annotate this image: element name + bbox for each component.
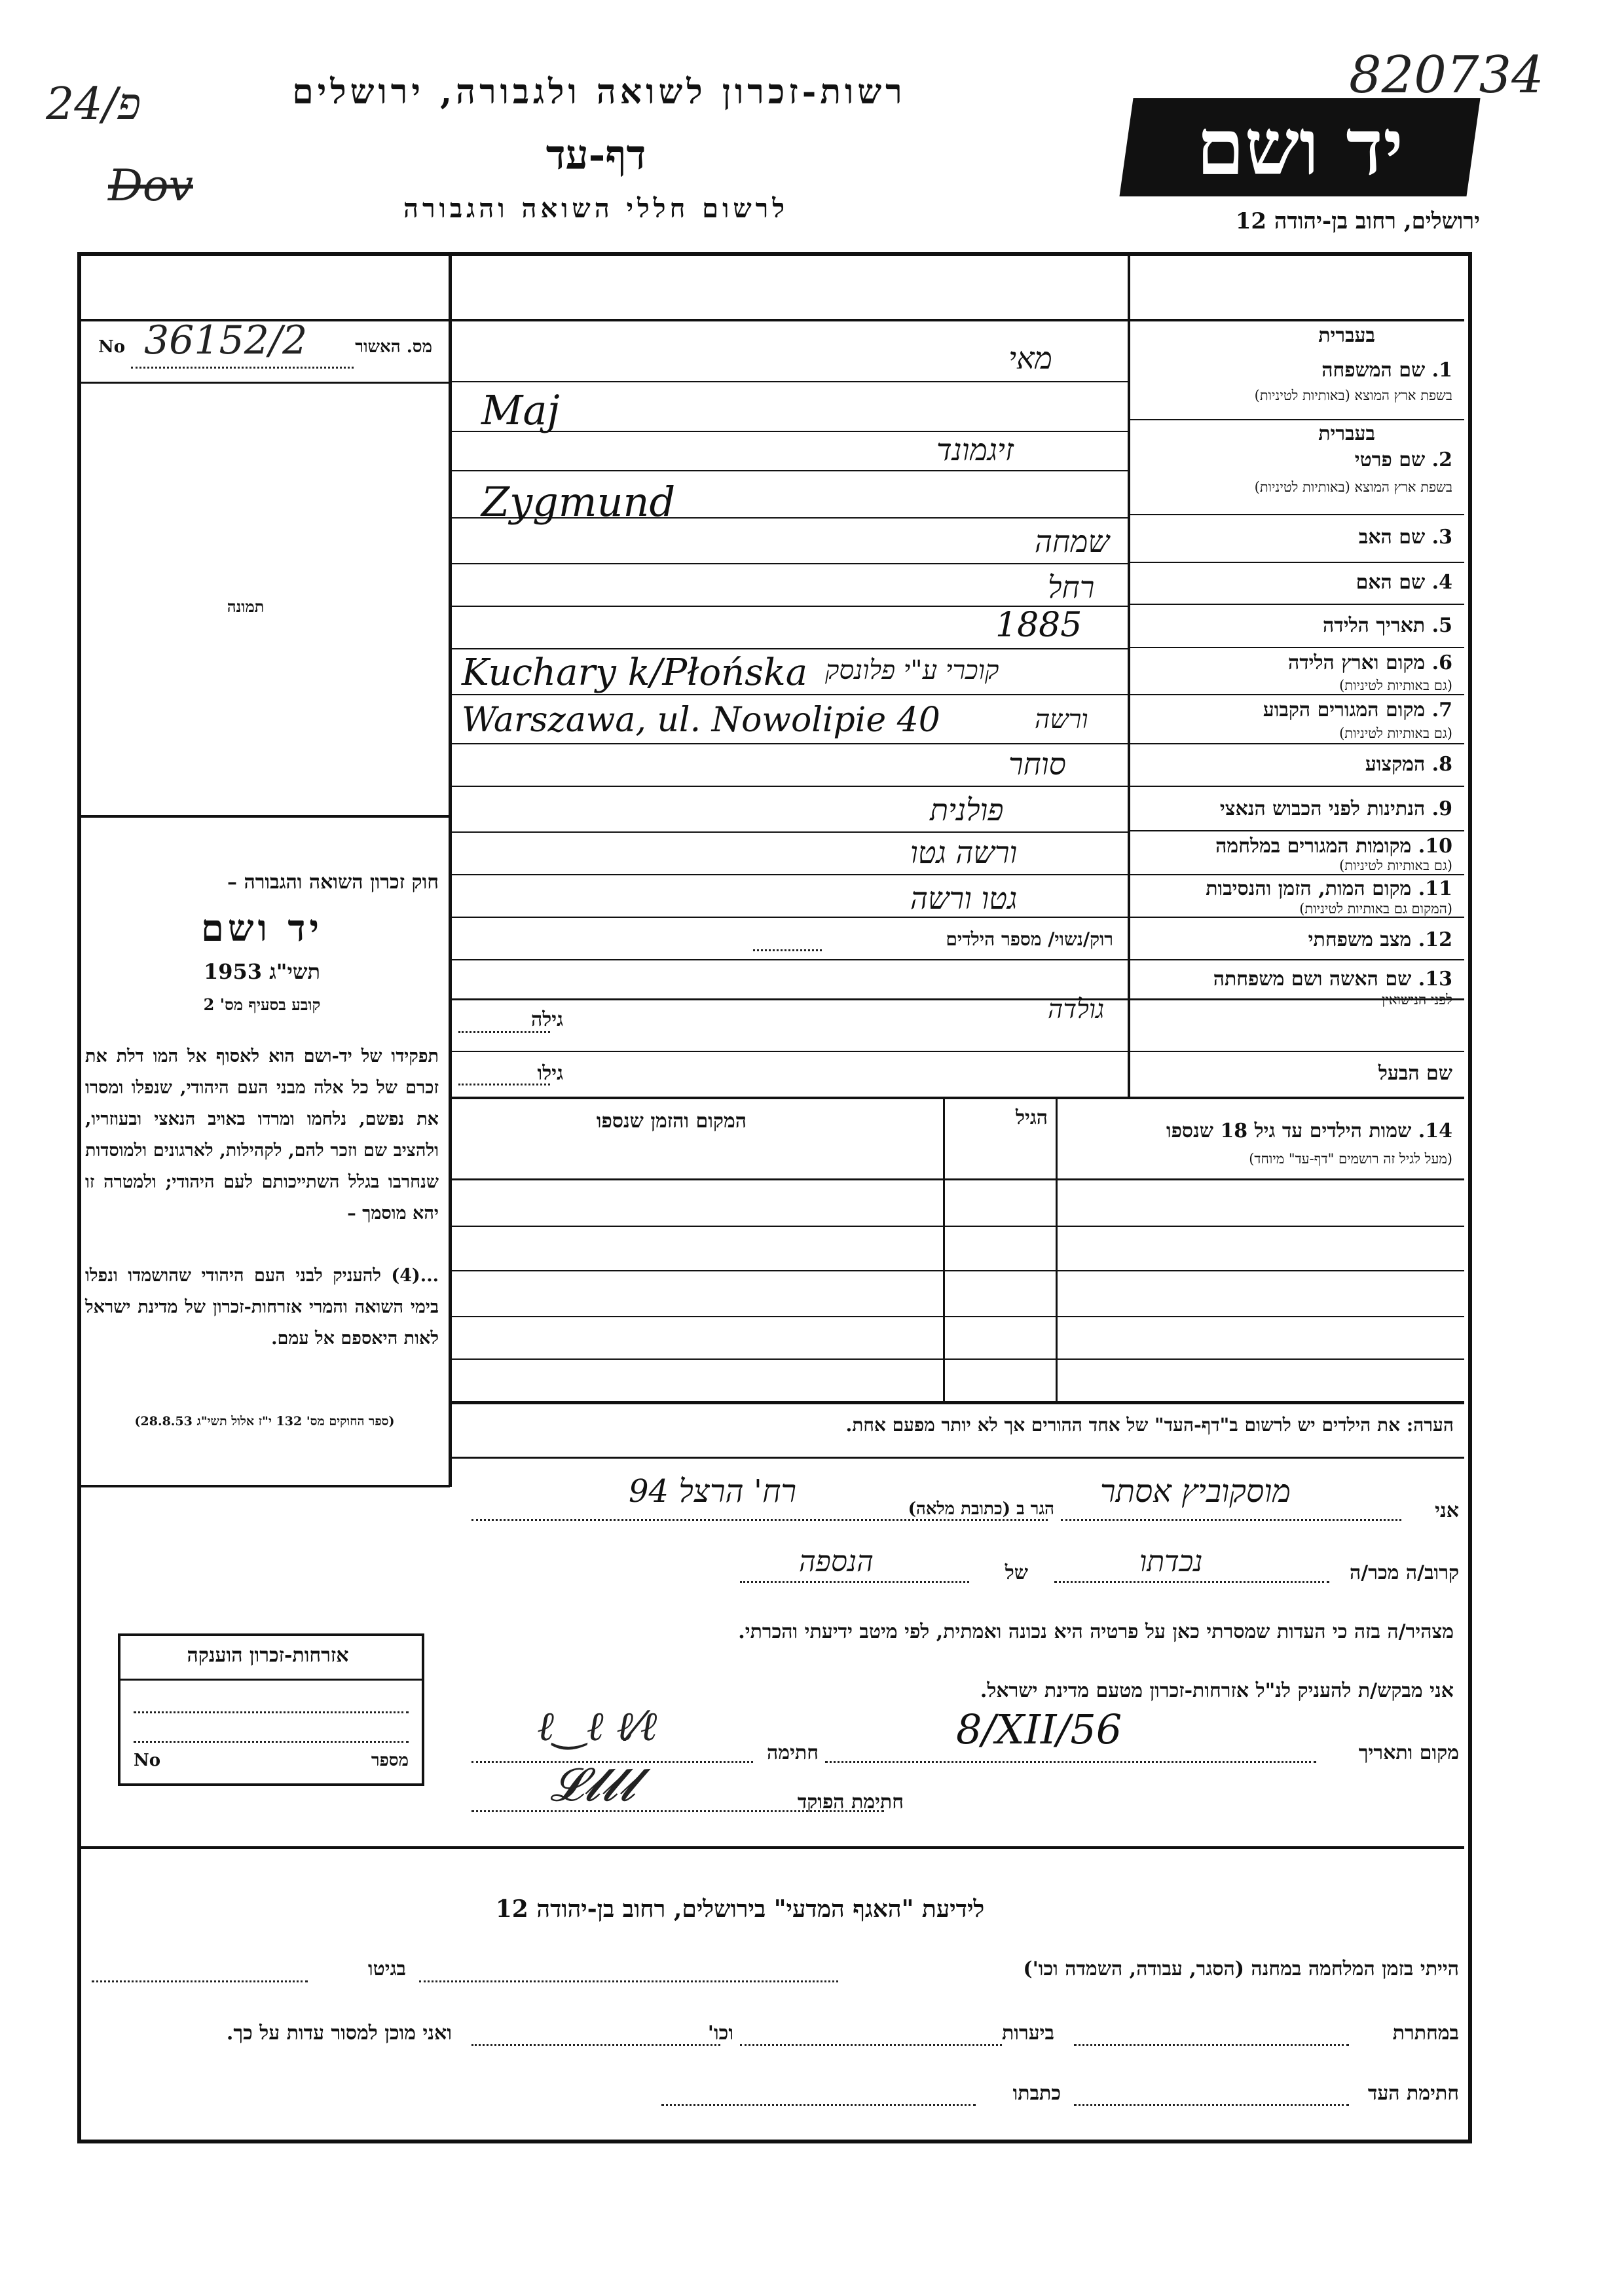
footer-line2-d: ואני מוכן למסור עדות על כך. [226,2022,452,2045]
footer-line3-a: חתימת העד [1367,2082,1459,2105]
reg-label-row [98,318,439,370]
field-2-label [1355,448,1452,471]
reg-prefix: No [98,337,126,357]
field-9-value: פולנית [930,792,1004,828]
field-8-label [1365,753,1452,776]
citizenship-number-label: מספר [371,1751,409,1770]
children-number: 14. [1418,1120,1452,1142]
field-3-title: שם האב [1358,526,1426,549]
wife-age-label: גילה [530,1008,563,1031]
field-2-title: שם פרטי [1354,448,1426,471]
field-5-title: תאריך הלידה [1323,614,1426,637]
field-11-value: גטו ורשה [910,881,1018,916]
field-1-title: שם המשפחה [1321,359,1426,382]
relative-label: קרוב/ה מכר/ה [1350,1561,1459,1584]
field-11-sub: (המקום גם באותיות לטיניות) [1299,901,1452,917]
field-12-label [1308,928,1452,951]
field-1-hebrew-value: מאי [1008,340,1052,376]
footer-line2-b: ביערות [1001,2022,1054,2045]
officer-label: חתימת הפוקד [797,1791,904,1813]
field-2-lang: בעברית [1318,422,1375,445]
org-name: רשות-זכרון לשואה ולגבורה, ירושלים [292,72,906,112]
field-1-latin-value: Maj [481,386,560,434]
field-5-value: 1885 [995,606,1082,645]
declarant-address: רח' הרצל 94 [629,1473,797,1510]
field-9-label [1220,797,1452,820]
field-5-number: 5. [1431,614,1452,637]
field-6-label [1288,651,1452,674]
law-source: (ספר החוקים מס' 132 י"ז אלול תשי"ג 28.8.53) [134,1414,395,1429]
law-title-1: חוק זכרון השואה והגבורה – [227,871,439,894]
children-col-age: הגיל [1015,1106,1048,1129]
folder-note: פ/24 [46,79,141,130]
field-10-label [1215,835,1452,858]
field-4-value: רחל [1048,570,1095,605]
field-13-sub: לפני הנישואין [1382,992,1452,1008]
field-8-title: המקצוע [1365,753,1426,776]
field-8-value: סוחר [1008,746,1066,782]
field-6-latin-value: Kuchary k/Płońska [462,651,808,694]
field-4-label [1356,571,1452,594]
field-7-latin-value: Warszawa, ul. Nowolipie 40 [462,701,940,740]
husband-label: שם הבעל [1378,1062,1452,1085]
footer-heading: לידיעת "האגף המדעי" בירושלים, רחוב בן-יהודה 12 [495,1895,985,1923]
footer-line2-c: וכו' [707,2022,733,2045]
photo-label: תמונה [227,597,265,616]
field-6-hebrew-value: קוכרי ע"י פלונסק [825,655,999,685]
law-para-2: ...(4) להעניק לבני העם היהודי שהושמדו ונפלו בימי השואה והמרי אזרחות-זכרון של מדינת ישראל לאות היאספם אל עמם. [85,1266,439,1349]
field-4-number: 4. [1431,571,1452,594]
field-13-label [1213,968,1452,991]
field-2-sub: בשפת ארץ המוצא (באותיות לטיניות) [1254,479,1452,495]
citizenship-prefix: No [134,1751,161,1770]
children-col-place: המקום והזמן שנספו [596,1110,747,1133]
form-subtitle: לרשום חללי השואה והגבורה [403,193,789,224]
field-5-label [1323,614,1452,637]
footer-line1-b: בגיטו [367,1958,406,1980]
field-2-hebrew-value: זיגמונד [936,432,1014,467]
field-11-number: 11. [1418,877,1452,900]
field-10-value: ורשה גטו [910,835,1018,870]
law-para-1: תפקידו של יד-ושם הוא לאסוף אל המו דלת את זכרם של כל אלה מבני העם היהודי, שנפלו ומסרו את נפשם, נלחמו ומרדו באויב הנאצי ובעוזריו, ולהציב שם וזכר להם, לקהילות, לארגונים ולמוסדות שנחרבו בגלל השתייכותם לעם היהודי; ולמטרה זו יהא מוסמך – [85,1046,439,1224]
field-12-options: רוק/נשוי/ מספר הילדים [946,928,1113,950]
header-address: ירושלים, רחוב בן-יהודה 12 [1235,208,1480,234]
form-title: דף-עד [545,131,646,179]
margin-note: Dov [108,160,193,211]
declarant-name: מוסקוביץ אסתר [1100,1473,1291,1510]
field-1-lang: בעברית [1318,324,1375,347]
field-3-label [1359,526,1452,549]
logo-text: יד ושם [1196,101,1404,192]
field-8-number: 8. [1431,753,1452,776]
children-note: הערה: את הילדים יש לרשום ב"דף-העד" של אחד ההורים אך לא יותר מפעם אחת. [845,1414,1454,1436]
field-2-number: 2. [1431,448,1452,471]
field-6-sub: (גם באותיות לטיניות) [1339,678,1452,693]
field-10-number: 10. [1418,835,1452,858]
field-9-number: 9. [1431,797,1452,820]
field-7-title: מקום המגורים הקבוע [1263,699,1426,721]
children-label [1166,1120,1452,1142]
reg-number-value: 36152/2 [144,318,308,363]
field-1-sub: בשפת ארץ המוצא (באותיות לטיניות) [1254,388,1452,403]
citizenship-box [118,1633,424,1786]
place-date-label: מקום ותאריך [1358,1741,1459,1764]
footer-line2-a: במחתרת [1392,2022,1459,2045]
deceased-value: הנספה [799,1545,874,1578]
relation-value: נכדתו [1139,1545,1203,1578]
declaration-statement: מצהיר/ה בזה כי העדות שמסרתי כאן על פרטיה היא נכונה ואמתית, לפי מיטב ידיעתי והכרתי. [738,1620,1454,1643]
law-year: תשי"ג 1953 [204,959,320,984]
field-11-label [1206,877,1452,900]
field-10-sub: (גם באותיות לטיניות) [1339,858,1452,873]
col-separator-left [449,256,452,1487]
field-13-value: גולדה [1048,994,1105,1025]
field-10-title: מקומות המגורים במלחמה [1215,835,1412,858]
doc-number: 820734 [1349,46,1544,105]
field-12-title: מצב משפחתי [1308,928,1412,951]
place-date-value: 8/XII/56 [956,1705,1122,1753]
of-label: של [1005,1561,1028,1584]
declaration-ani: אני [1435,1499,1459,1522]
field-4-title: שם האם [1356,571,1426,594]
footer-line3-b: כתבתו [1012,2082,1061,2105]
field-6-number: 6. [1431,651,1452,674]
field-12-number: 12. [1418,928,1452,951]
footer-line1-a: הייתי בזמן המלחמה במחנה (הסגר, עבודה, השמדה וכו') [1023,1958,1459,1980]
field-6-title: מקום וארץ הלידה [1287,651,1426,674]
declaration-residing: הגר ב (כתובת מלאה) [908,1499,1054,1519]
officer-signature: 𝓛𝓵𝓵𝓵 [550,1758,637,1812]
children-title: שמות הילדים עד גיל 18 שנספו [1166,1120,1412,1142]
children-sub: (מעל לגיל זה רושמים "דף-עד" מיוחד) [1249,1151,1452,1167]
signature-label: חתימה [767,1741,819,1764]
declarant-signature: ℓ‿ℓ ℓ⁄ℓ [537,1702,657,1750]
reg-number-label: מס. האשור [355,337,432,357]
law-clause: קובע בסעיף מס' 2 [203,995,321,1014]
field-11-title: מקום המות, הזמן והנסיבות [1206,877,1412,900]
husband-age-label: גילו [537,1062,563,1085]
law-title-2: יד ושם [200,907,323,950]
field-7-number: 7. [1431,699,1452,721]
field-7-hebrew-value: ורשה [1035,704,1088,735]
field-7-label [1263,699,1452,721]
declaration-request: אני מבקש/ת להעניק לנ"ל אזרחות-זכרון מטעם מדינת ישראל. [980,1679,1454,1702]
field-13-title: שם האשה ושם משפחתה [1213,968,1412,991]
field-13-number: 13. [1418,968,1452,991]
field-7-sub: (גם באותיות לטיניות) [1339,725,1452,741]
field-9-title: הנתינות לפני הכבוש הנאצי [1219,797,1426,820]
field-2-latin-value: Zygmund [481,478,676,526]
field-3-number: 3. [1431,526,1452,549]
field-1-number: 1. [1431,359,1452,382]
citizenship-title: אזרחות-זכרון הוענקה [187,1644,349,1667]
field-3-value: שמחה [1035,524,1110,559]
field-1-label [1321,359,1452,382]
